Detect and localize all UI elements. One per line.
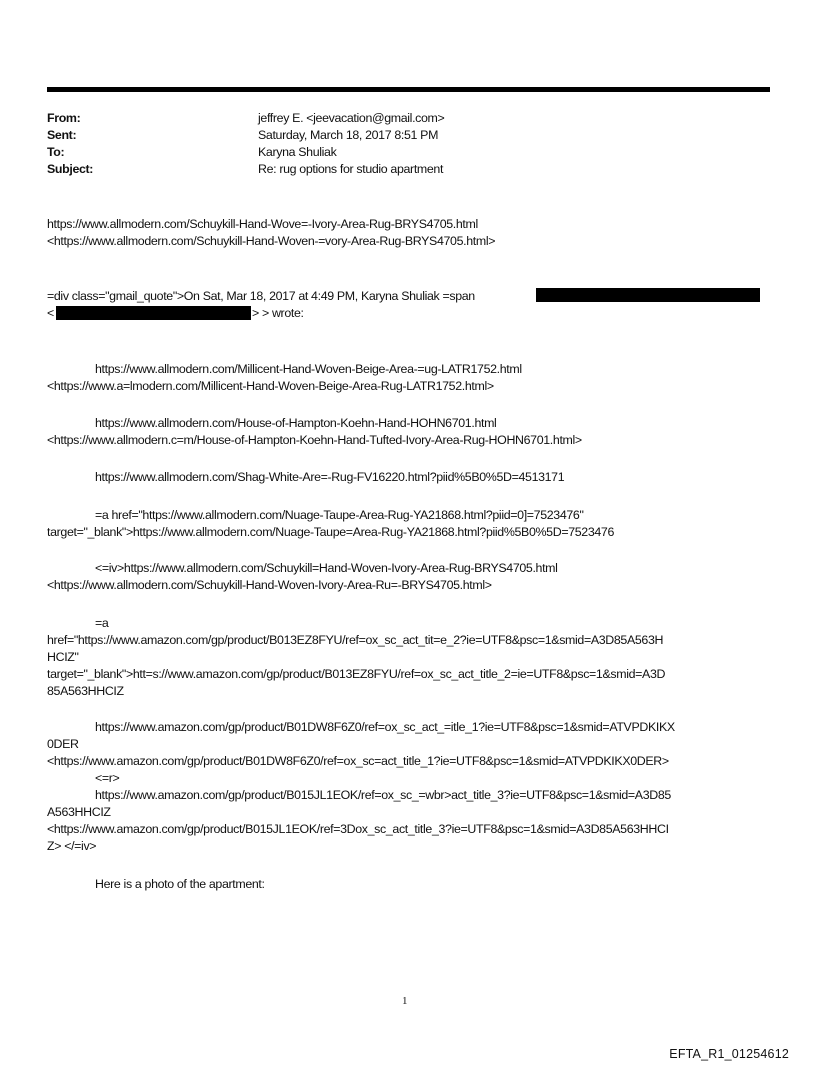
subject-label: Subject: [47, 162, 94, 176]
quoted-line: 85A563HHCIZ [47, 684, 124, 698]
quoted-line: href="https://www.amazon.com/gp/product/B013EZ8FYU/ref=ox_sc_act_tit=e_2?ie=UTF8&psc=1&smid=A3D85A563H [47, 633, 664, 647]
quoted-line: https://www.amazon.com/gp/product/B015JL1EOK/ref=ox_sc_=wbr>act_title_3?ie=UTF8&psc=1&smid=A3D85 [95, 788, 671, 802]
sent-label: Sent: [47, 128, 77, 142]
quoted-line: target="_blank">https://www.allmodern.com/Nuage-Taupe=Area-Rug-YA21868.html?piid%5B0%5D=7523476 [47, 525, 614, 539]
quote-header-line: =div class="gmail_quote">On Sat, Mar 18, 2017 at 4:49 PM, Karyna Shuliak =span [47, 289, 475, 303]
from-value: jeffrey E. <jeevacation@gmail.com> [258, 111, 445, 125]
page-number: 1 [402, 995, 408, 1007]
quoted-line: <https://www.allmodern.com/Schuykill-Hand-Woven-Ivory-Area-Ru=-BRYS4705.html> [47, 578, 492, 592]
quoted-line: <https://www.a=lmodern.com/Millicent-Hand-Woven-Beige-Area-Rug-LATR1752.html> [47, 379, 494, 393]
quoted-line: =a [95, 616, 109, 630]
header-rule [47, 87, 770, 92]
quoted-line: =a href="https://www.allmodern.com/Nuage-Taupe-Area-Rug-YA21868.html?piid=0]=7523476" [95, 508, 584, 522]
to-value: Karyna Shuliak [258, 145, 337, 159]
quoted-line: <https://www.amazon.com/gp/product/B015JL1EOK/ref=3Dox_sc_act_title_3?ie=UTF8&psc=1&smid=A3D85A563HHCI [47, 822, 669, 836]
quote-header-end: > > wrote: [252, 306, 304, 320]
quoted-line: 0DER [47, 737, 79, 751]
quoted-line: Here is a photo of the apartment: [95, 877, 265, 891]
to-label: To: [47, 145, 65, 159]
quoted-line: https://www.allmodern.com/House-of-Hampton-Koehn-Hand-HOHN6701.html [95, 416, 497, 430]
redaction-box [56, 306, 251, 320]
redaction-box [536, 288, 760, 302]
from-label: From: [47, 111, 81, 125]
subject-value: Re: rug options for studio apartment [258, 162, 444, 176]
body-line: <https://www.allmodern.com/Schuykill-Hand-Woven-=vory-Area-Rug-BRYS4705.html> [47, 234, 496, 248]
quote-header-start: < [47, 306, 54, 320]
quoted-line: <https://www.amazon.com/gp/product/B01DW8F6Z0/ref=ox_sc=act_title_1?ie=UTF8&psc=1&smid=ATVPDKIKX0DER> [47, 754, 669, 768]
quoted-line: <=iv>https://www.allmodern.com/Schuykill=Hand-Woven-Ivory-Area-Rug-BRYS4705.html [95, 561, 558, 575]
quoted-line: HCIZ" [47, 650, 79, 664]
quoted-line: Z> </=iv> [47, 839, 97, 853]
quoted-line: A563HHCIZ [47, 805, 111, 819]
quoted-line: https://www.amazon.com/gp/product/B01DW8F6Z0/ref=ox_sc_act_=itle_1?ie=UTF8&psc=1&smid=ATVPDKIKX [95, 720, 675, 734]
quoted-line: https://www.allmodern.com/Millicent-Hand-Woven-Beige-Area-=ug-LATR1752.html [95, 362, 522, 376]
quoted-line: target="_blank">htt=s://www.amazon.com/gp/product/B013EZ8FYU/ref=ox_sc_act_title_2=ie=UTF8&psc=1&smid=A3D [47, 667, 666, 681]
quoted-line: <https://www.allmodern.c=m/House-of-Hampton-Koehn-Hand-Tufted-Ivory-Area-Rug-HOHN6701.html> [47, 433, 582, 447]
sent-value: Saturday, March 18, 2017 8:51 PM [258, 128, 439, 142]
body-line: https://www.allmodern.com/Schuykill-Hand-Wove=-Ivory-Area-Rug-BRYS4705.html [47, 217, 478, 231]
quoted-line: https://www.allmodern.com/Shag-White-Are=-Rug-FV16220.html?piid%5B0%5D=4513171 [95, 470, 565, 484]
quoted-line: <=r> [95, 771, 120, 785]
document-id-footer: EFTA_R1_01254612 [669, 1047, 789, 1061]
